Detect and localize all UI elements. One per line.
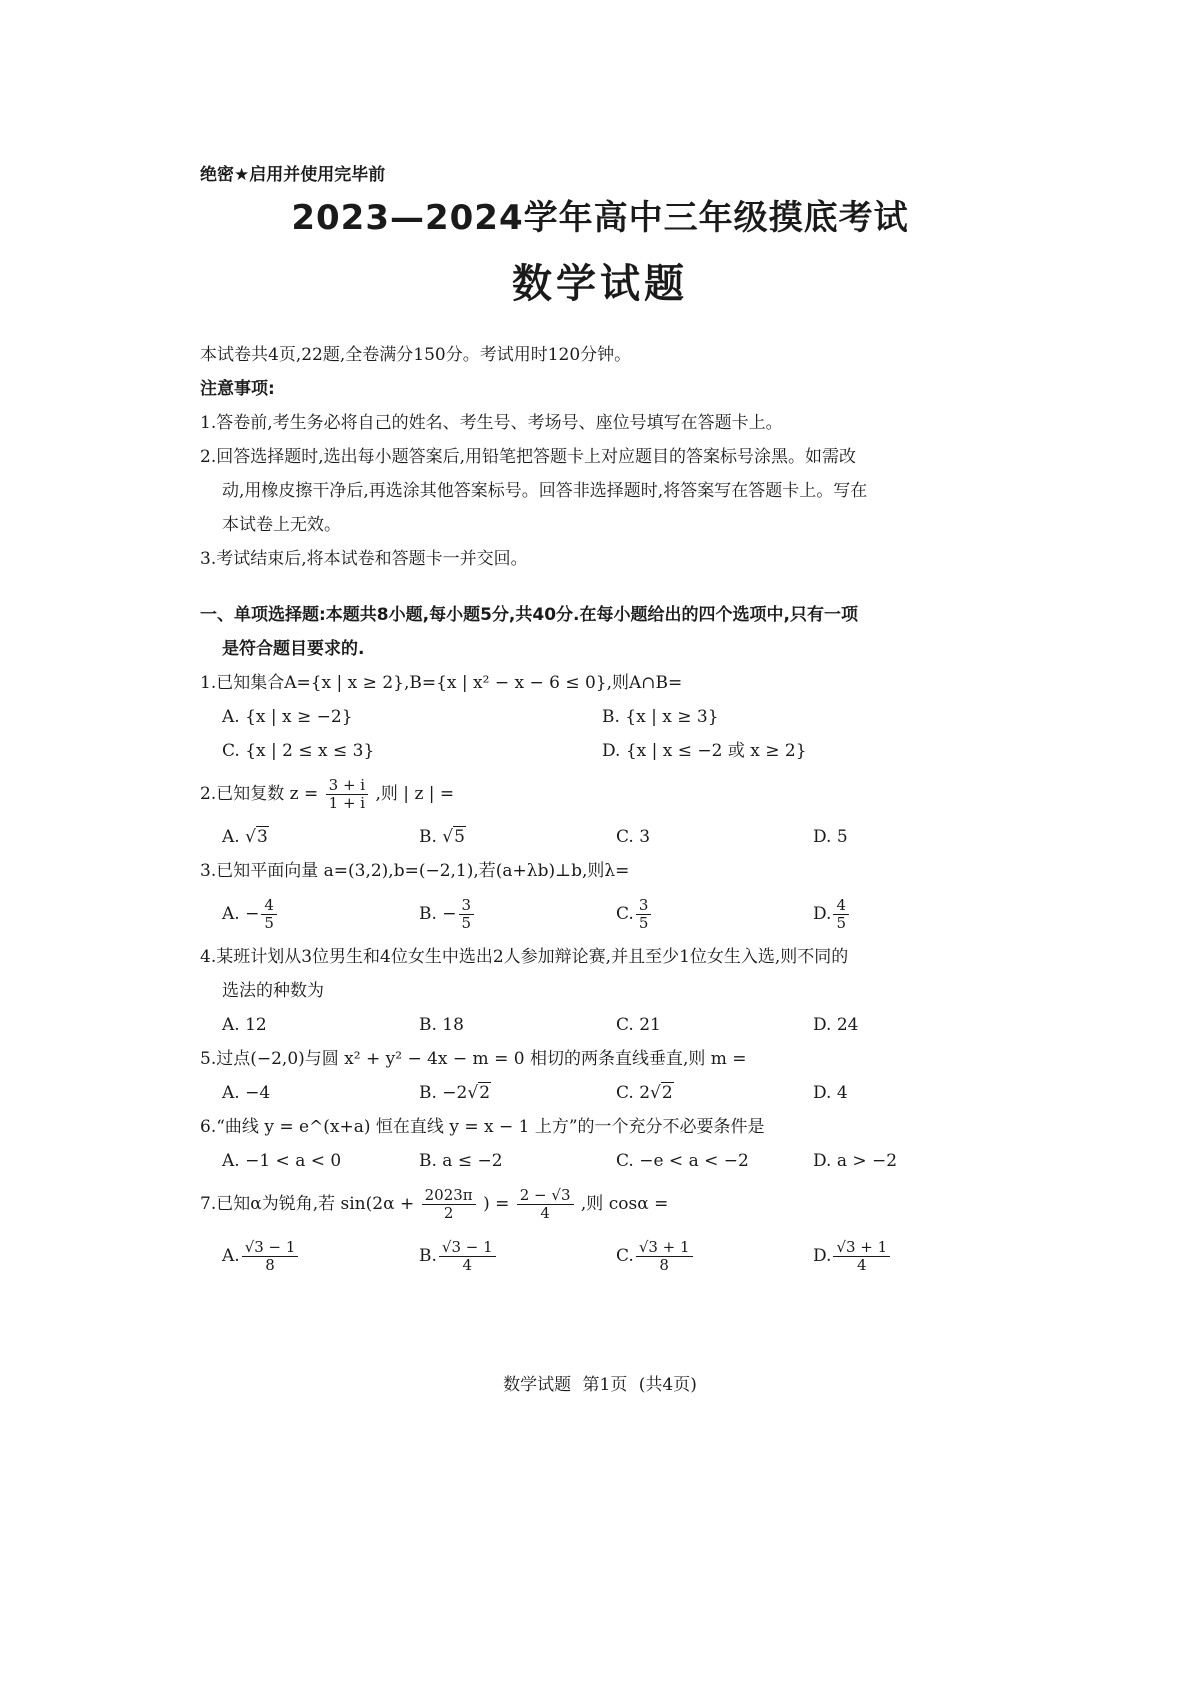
question-6-options [200, 1144, 1010, 1178]
question-3-option-b [419, 888, 616, 940]
denominator: 5 [461, 914, 472, 932]
numerator: √3 − 1 [439, 1239, 496, 1257]
question-5-option-d: D. 4 [813, 1083, 848, 1103]
denominator: 4 [857, 1256, 867, 1274]
denominator: 4 [462, 1256, 473, 1274]
question-6-option-c: C. −e < a < −2 [616, 1151, 749, 1171]
question-2-option-b: B. √5 [419, 827, 465, 847]
option-label: C. [616, 1246, 634, 1266]
question-2-denominator: 1 + i [328, 794, 366, 812]
option-label: B. − [419, 904, 457, 924]
fraction [833, 897, 849, 933]
question-4-option-b: B. 18 [419, 1015, 464, 1035]
fraction [242, 1239, 299, 1275]
option-text: B. −2 [419, 1083, 468, 1103]
section-1-heading-cont: 是符合题目要求的. [222, 639, 365, 659]
fraction [459, 897, 475, 933]
question-2-stem [200, 768, 1010, 820]
radicand: 2 [661, 1083, 673, 1103]
numerator: 3 [459, 897, 475, 915]
question-4-option-c: C. 21 [616, 1015, 661, 1035]
question-5-option-a: A. −4 [222, 1083, 271, 1103]
denominator: 4 [540, 1204, 550, 1222]
question-2-option-d: D. 5 [813, 827, 848, 847]
denominator: 5 [836, 914, 846, 932]
question-4-stem-line-2: 选法的种数为 [222, 981, 324, 1001]
question-7-angle-fraction [422, 1187, 476, 1223]
question-4-option-a: A. 12 [222, 1015, 267, 1035]
option-label: B. [419, 827, 437, 847]
question-7-stem-post: ,则 cosα = [580, 1194, 669, 1214]
notice-item-2-line-1: 2.回答选择题时,选出每小题答案后,用铅笔把答题卡上对应题目的答案标号涂黑。如需改 [200, 447, 857, 467]
denominator: 8 [659, 1256, 669, 1274]
question-7-option-d [813, 1230, 1010, 1282]
question-4-stem-line-1: 4.某班计划从3位男生和4位女生中选出2人参加辩论赛,并且至少1位女生入选,则不同的 [200, 947, 849, 967]
page-footer: 数学试题 第1页 (共4页) [503, 1375, 697, 1395]
radicand: 2 [479, 1083, 491, 1103]
option-label: D. [813, 904, 832, 924]
question-4-option-d: D. 24 [813, 1015, 859, 1035]
exam-content [200, 338, 1010, 1282]
option-label: A. − [222, 904, 260, 924]
numerator: 4 [261, 897, 277, 915]
question-6-option-d: D. a > −2 [813, 1151, 898, 1171]
notice-item-1: 1.答卷前,考生务必将自己的姓名、考生号、考场号、座位号填写在答题卡上。 [200, 413, 783, 433]
denominator: 5 [264, 914, 274, 932]
question-1-option-d: D. {x | x ≤ −2 或 x ≥ 2} [602, 741, 807, 761]
question-1-stem: 1.已知集合A={x | x ≥ 2},B={x | x² − x − 6 ≤ 0},则A∩B= [200, 673, 683, 693]
notice-item-3: 3.考试结束后,将本试卷和答题卡一并交回。 [200, 549, 528, 569]
numerator: 2 − √3 [517, 1187, 574, 1205]
option-label: C. [616, 904, 634, 924]
question-3-options [200, 888, 1010, 940]
fraction [439, 1239, 496, 1275]
question-7-options [200, 1230, 1010, 1282]
option-label: B. [419, 1246, 437, 1266]
question-3-stem: 3.已知平面向量 a=(3,2),b=(−2,1),若(a+λb)⊥b,则λ= [200, 861, 630, 881]
intro-text: 本试卷共4页,22题,全卷满分150分。考试用时120分钟。 [200, 345, 632, 365]
question-7-stem-pre: 7.已知α为锐角,若 sin(2α + [200, 1194, 415, 1214]
radicand: 3 [256, 827, 268, 847]
question-3-option-d [813, 888, 1010, 940]
question-3-option-a [222, 888, 419, 940]
question-2-stem-post: ,则 | z | = [375, 784, 455, 804]
question-6-option-b: B. a ≤ −2 [419, 1151, 503, 1171]
question-2-stem-pre: 2.已知复数 z = [200, 784, 319, 804]
question-6-option-a: A. −1 < a < 0 [222, 1151, 342, 1171]
question-1-options-row-1 [200, 700, 1010, 734]
denominator: 5 [638, 914, 649, 932]
fraction [636, 1239, 693, 1275]
question-3-option-c [616, 888, 813, 940]
subject-title: 数学试题 [512, 261, 688, 307]
option-text: C. 2 [616, 1083, 651, 1103]
denominator: 2 [443, 1204, 454, 1222]
question-5-stem: 5.过点(−2,0)与圆 x² + y² − 4x − m = 0 相切的两条直线垂直,则 m = [200, 1049, 747, 1069]
numerator: 2023π [422, 1187, 476, 1205]
question-2-options [200, 820, 1010, 854]
notice-item-2-line-3: 本试卷上无效。 [222, 515, 341, 535]
fraction [261, 897, 277, 933]
notice-heading: 注意事项: [200, 379, 275, 399]
question-4-options [200, 1008, 1010, 1042]
fraction [833, 1239, 890, 1275]
numerator: 4 [833, 897, 849, 915]
option-label: A. [222, 827, 240, 847]
question-6-stem: 6.“曲线 y = e^(x+a) 恒在直线 y = x − 1 上方”的一个充分不必要条件是 [200, 1117, 765, 1137]
exam-title: 2023—2024学年高中三年级摸底考试 [291, 198, 909, 238]
question-1-option-c: C. {x | 2 ≤ x ≤ 3} [222, 741, 375, 761]
question-7-rhs-fraction [517, 1187, 574, 1223]
question-2-option-c: C. 3 [616, 827, 651, 847]
fraction [636, 897, 652, 933]
question-2-option-a: A. √3 [222, 827, 268, 847]
question-7-stem-mid: ) = [483, 1194, 510, 1214]
section-1-heading: 一、单项选择题:本题共8小题,每小题5分,共40分.在每小题给出的四个选项中,只有一项 [200, 605, 858, 625]
question-7-option-b [419, 1230, 616, 1282]
question-7-stem [200, 1178, 1010, 1230]
question-7-option-a [222, 1230, 419, 1282]
numerator: √3 + 1 [636, 1239, 693, 1257]
option-label: D. [813, 1246, 832, 1266]
option-label: A. [222, 1246, 240, 1266]
question-5-option-b: B. −2√2 [419, 1083, 491, 1103]
numerator: 3 [636, 897, 652, 915]
question-1-option-b: B. {x | x ≥ 3} [602, 707, 719, 727]
question-2-numerator: 3 + i [326, 777, 368, 795]
numerator: √3 − 1 [242, 1239, 299, 1257]
confidential-mark: 绝密★启用并使用完毕前 [200, 165, 386, 185]
denominator: 8 [265, 1256, 275, 1274]
numerator: √3 + 1 [833, 1239, 890, 1257]
question-7-option-c [616, 1230, 813, 1282]
question-5-options [200, 1076, 1010, 1110]
question-2-fraction [326, 777, 368, 813]
question-5-option-c: C. 2√2 [616, 1083, 673, 1103]
question-1-options-row-2 [200, 734, 1010, 768]
radicand: 5 [454, 827, 465, 847]
question-1-option-a: A. {x | x ≥ −2} [222, 707, 353, 727]
notice-item-2-line-2: 动,用橡皮擦干净后,再选涂其他答案标号。回答非选择题时,将答案写在答题卡上。写在 [222, 481, 868, 501]
